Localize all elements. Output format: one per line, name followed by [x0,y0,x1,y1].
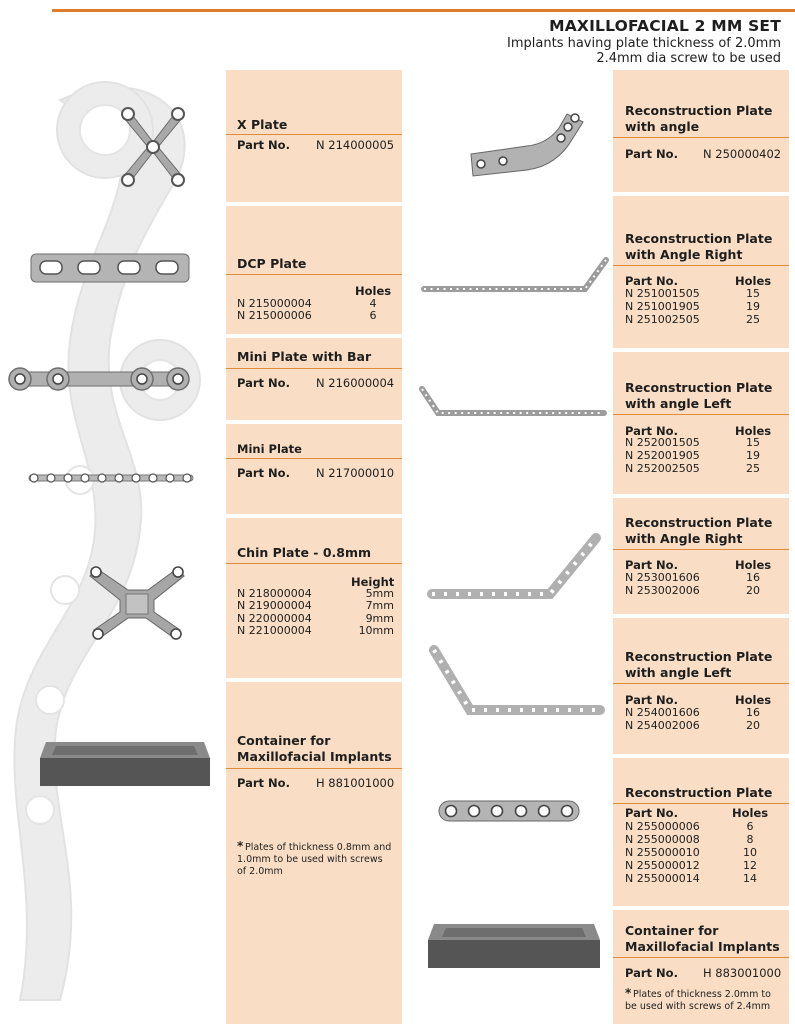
note-line: be used with screws of 2.4mm [625,1001,771,1012]
part-no-label: Part No. [625,274,678,288]
recon-angle-left-title-line2: with angle Left [625,665,732,680]
divider [613,803,789,804]
holes-value: 6 [369,309,377,322]
part-code: N 221000004 [237,624,312,637]
holes-column-header: Holes [732,806,769,820]
recon-angle-left-title-line1: Reconstruction Plate [625,380,773,395]
divider [613,265,789,266]
reconstruction-plate-angle-left-image [418,385,608,423]
reconstruction-plate-angle-left-image [428,644,606,722]
divider [226,563,402,564]
part-code: N 252001505 [625,436,700,449]
part-no-label: Part No. [237,138,290,152]
part-number: N 250000402 [703,147,782,161]
holes-column-header: Holes [735,558,772,572]
divider [613,683,789,684]
holes-value: 4 [369,297,377,310]
divider [613,549,789,550]
part-code: N 255000008 [625,833,700,846]
container-title-line2: Maxillofacial Implants [625,939,780,954]
part-number: N 216000004 [316,376,395,390]
part-code: N 251001905 [625,300,700,313]
page-subtitle-thickness: Implants having plate thickness of 2.0mm [507,36,781,51]
holes-value: 15 [746,436,760,449]
recon-angle-right-title-line2: with Angle Right [625,247,743,262]
recon-angle-title-line2: with angle [625,119,700,134]
part-number: N 214000005 [316,138,395,152]
recon-angle-left-title-line1: Reconstruction Plate [625,649,773,664]
holes-value: 16 [746,706,760,719]
holes-value: 14 [743,872,757,885]
holes-column-header: Holes [735,693,772,707]
recon-angle-right-title-line1: Reconstruction Plate [625,231,773,246]
divider [226,134,402,135]
holes-column-header: Holes [735,424,772,438]
divider [226,368,402,369]
container-image [36,740,214,790]
note-asterisk: * [237,839,244,853]
x-plate-image [118,104,188,190]
holes-value: 8 [746,833,754,846]
part-number: H 883001000 [703,966,782,980]
divider [613,414,789,415]
panel-reconstruction-angle-left-254 [613,618,789,754]
holes-value: 19 [746,449,760,462]
part-code: N 253001606 [625,571,700,584]
dcp-plate-title: DCP Plate [237,256,307,271]
part-code: N 255000010 [625,846,700,859]
mini-plate-with-bar-title: Mini Plate with Bar [237,349,372,364]
reconstruction-plate-image [437,798,581,824]
note-line: of 2.0mm [237,866,283,877]
part-code: N 220000004 [237,612,312,625]
reconstruction-plate-title: Reconstruction Plate [625,785,773,800]
part-code: N 254001606 [625,706,700,719]
container-title-line1: Container for [237,733,331,748]
holes-value: 25 [746,313,760,326]
part-code: N 219000004 [237,599,312,612]
page-title: MAXILLOFACIAL 2 MM SET [549,17,781,35]
mini-plate-title: Mini Plate [237,442,302,456]
part-code: N 251001505 [625,287,700,300]
part-no-label: Part No. [625,424,678,438]
part-no-label: Part No. [237,466,290,480]
part-code: N 254002006 [625,719,700,732]
divider [613,957,789,958]
height-value: 7mm [365,599,394,612]
divider [226,458,402,459]
reconstruction-plate-angle-right-image [426,532,602,604]
background-plate-watermark [0,60,215,1020]
page-subtitle-screw: 2.4mm dia screw to be used [596,51,781,66]
part-code: N 255000014 [625,872,700,885]
height-value: 10mm [358,624,394,637]
height-value: 9mm [365,612,394,625]
holes-value: 20 [746,719,760,732]
holes-value: 19 [746,300,760,313]
container-image [424,920,604,972]
part-no-label: Part No. [625,693,678,707]
part-code: N 215000004 [237,297,312,310]
part-code: N 218000004 [237,587,312,600]
part-no-label: Part No. [625,558,678,572]
holes-value: 25 [746,462,760,475]
recon-angle-right-title-line1: Reconstruction Plate [625,515,773,530]
holes-value: 12 [743,859,757,872]
x-plate-title: X Plate [237,117,288,132]
part-no-label: Part No. [237,376,290,390]
holes-value: 15 [746,287,760,300]
chin-plate-image [88,558,186,644]
height-column-header: Height [351,575,395,589]
panel-x-plate [226,70,402,202]
holes-value: 10 [743,846,757,859]
chin-plate-title: Chin Plate - 0.8mm [237,545,372,560]
divider [613,137,789,138]
divider [226,768,402,769]
dcp-plate-image [30,252,190,284]
note-line: Plates of thickness 0.8mm and [245,842,392,853]
container-title-line1: Container for [625,923,719,938]
part-code: N 251002505 [625,313,700,326]
recon-angle-title-line1: Reconstruction Plate [625,103,773,118]
top-accent-line [52,9,795,12]
container-title-line2: Maxillofacial Implants [237,749,392,764]
part-number: N 217000010 [316,466,395,480]
part-number: H 881001000 [316,776,395,790]
part-code: N 215000006 [237,309,312,322]
recon-angle-right-title-line2: with Angle Right [625,531,743,546]
height-value: 5mm [365,587,394,600]
part-no-label: Part No. [237,776,290,790]
part-code: N 255000012 [625,859,700,872]
holes-value: 20 [746,584,760,597]
part-code: N 252002505 [625,462,700,475]
holes-column-header: Holes [355,284,392,298]
note-line: 1.0mm to be used with screws [237,854,383,865]
part-code: N 255000006 [625,820,700,833]
reconstruction-plate-angle-image [467,108,587,180]
divider [226,274,402,275]
part-no-label: Part No. [625,966,678,980]
note-line: Plates of thickness 2.0mm to [633,989,771,1000]
recon-angle-left-title-line2: with angle Left [625,396,732,411]
note-asterisk: * [625,986,632,1000]
part-code: N 252001905 [625,449,700,462]
holes-value: 16 [746,571,760,584]
part-no-label: Part No. [625,806,678,820]
reconstruction-plate-angle-right-image [420,256,610,296]
mini-plate-with-bar-image [6,364,192,394]
part-code: N 253002006 [625,584,700,597]
holes-column-header: Holes [735,274,772,288]
mini-plate-image [27,471,197,485]
holes-value: 6 [746,820,754,833]
part-no-label: Part No. [625,147,678,161]
